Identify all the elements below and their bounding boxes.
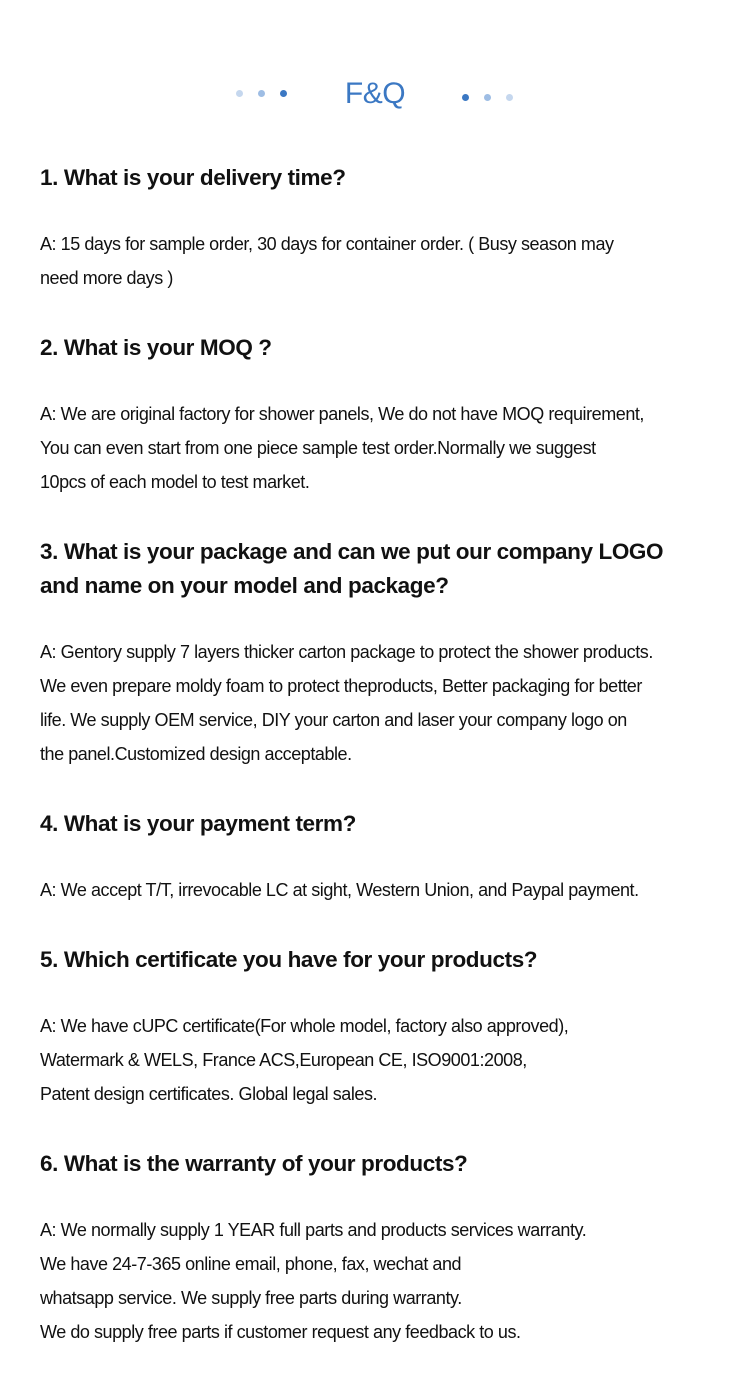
dot-icon	[462, 94, 469, 101]
faq-question: 1. What is your delivery time?	[40, 165, 346, 190]
faq-answer: A: We normally supply 1 YEAR full parts and products services warranty. We have 24-7-365 online email, phone, fax, wechat and whatsapp service. We supply free parts during warranty. We do supply free parts if customer request any feedback to us.	[40, 1220, 587, 1342]
page-title: F&Q	[344, 77, 406, 110]
faq-answer: A: We have cUPC certificate(For whole model, factory also approved), Watermark & WELS, France ACS,European CE, ISO9001:2008, Patent design certificates. Global legal sales.	[40, 1016, 569, 1104]
dot-icon	[484, 94, 491, 101]
faq-question: 4. What is your payment term?	[40, 811, 356, 836]
faq-item-3	[40, 535, 730, 771]
faq-answer: A: We accept T/T, irrevocable LC at sight, Western Union, and Paypal payment.	[40, 880, 639, 900]
faq-header	[0, 74, 750, 114]
faq-question: 2. What is your MOQ ?	[40, 335, 272, 360]
faq-item-1	[40, 161, 730, 295]
faq-answer: A: We are original factory for shower panels, We do not have MOQ requirement, You can even start from one piece sample test order.Normally we suggest 10pcs of each model to test market.	[40, 404, 644, 492]
faq-answer: A: 15 days for sample order, 30 days for container order. ( Busy season may need more days )	[40, 234, 614, 288]
faq-question: 5. Which certificate you have for your products?	[40, 947, 538, 972]
faq-answer: A: Gentory supply 7 layers thicker carton package to protect the shower products. We even prepare moldy foam to protect theproducts, Better packaging for better life. We supply OEM service, DIY your carton and laser your company logo on the panel.Customized design acceptable.	[40, 642, 653, 764]
faq-question: 6. What is the warranty of your products?	[40, 1151, 468, 1176]
faq-question: 3. What is your package and can we put our company LOGO and name on your model and package?	[40, 539, 664, 598]
faq-item-5	[40, 943, 730, 1111]
faq-item-6	[40, 1147, 730, 1349]
faq-item-4	[40, 807, 730, 907]
faq-item-2	[40, 331, 730, 499]
dot-icon	[506, 94, 513, 101]
